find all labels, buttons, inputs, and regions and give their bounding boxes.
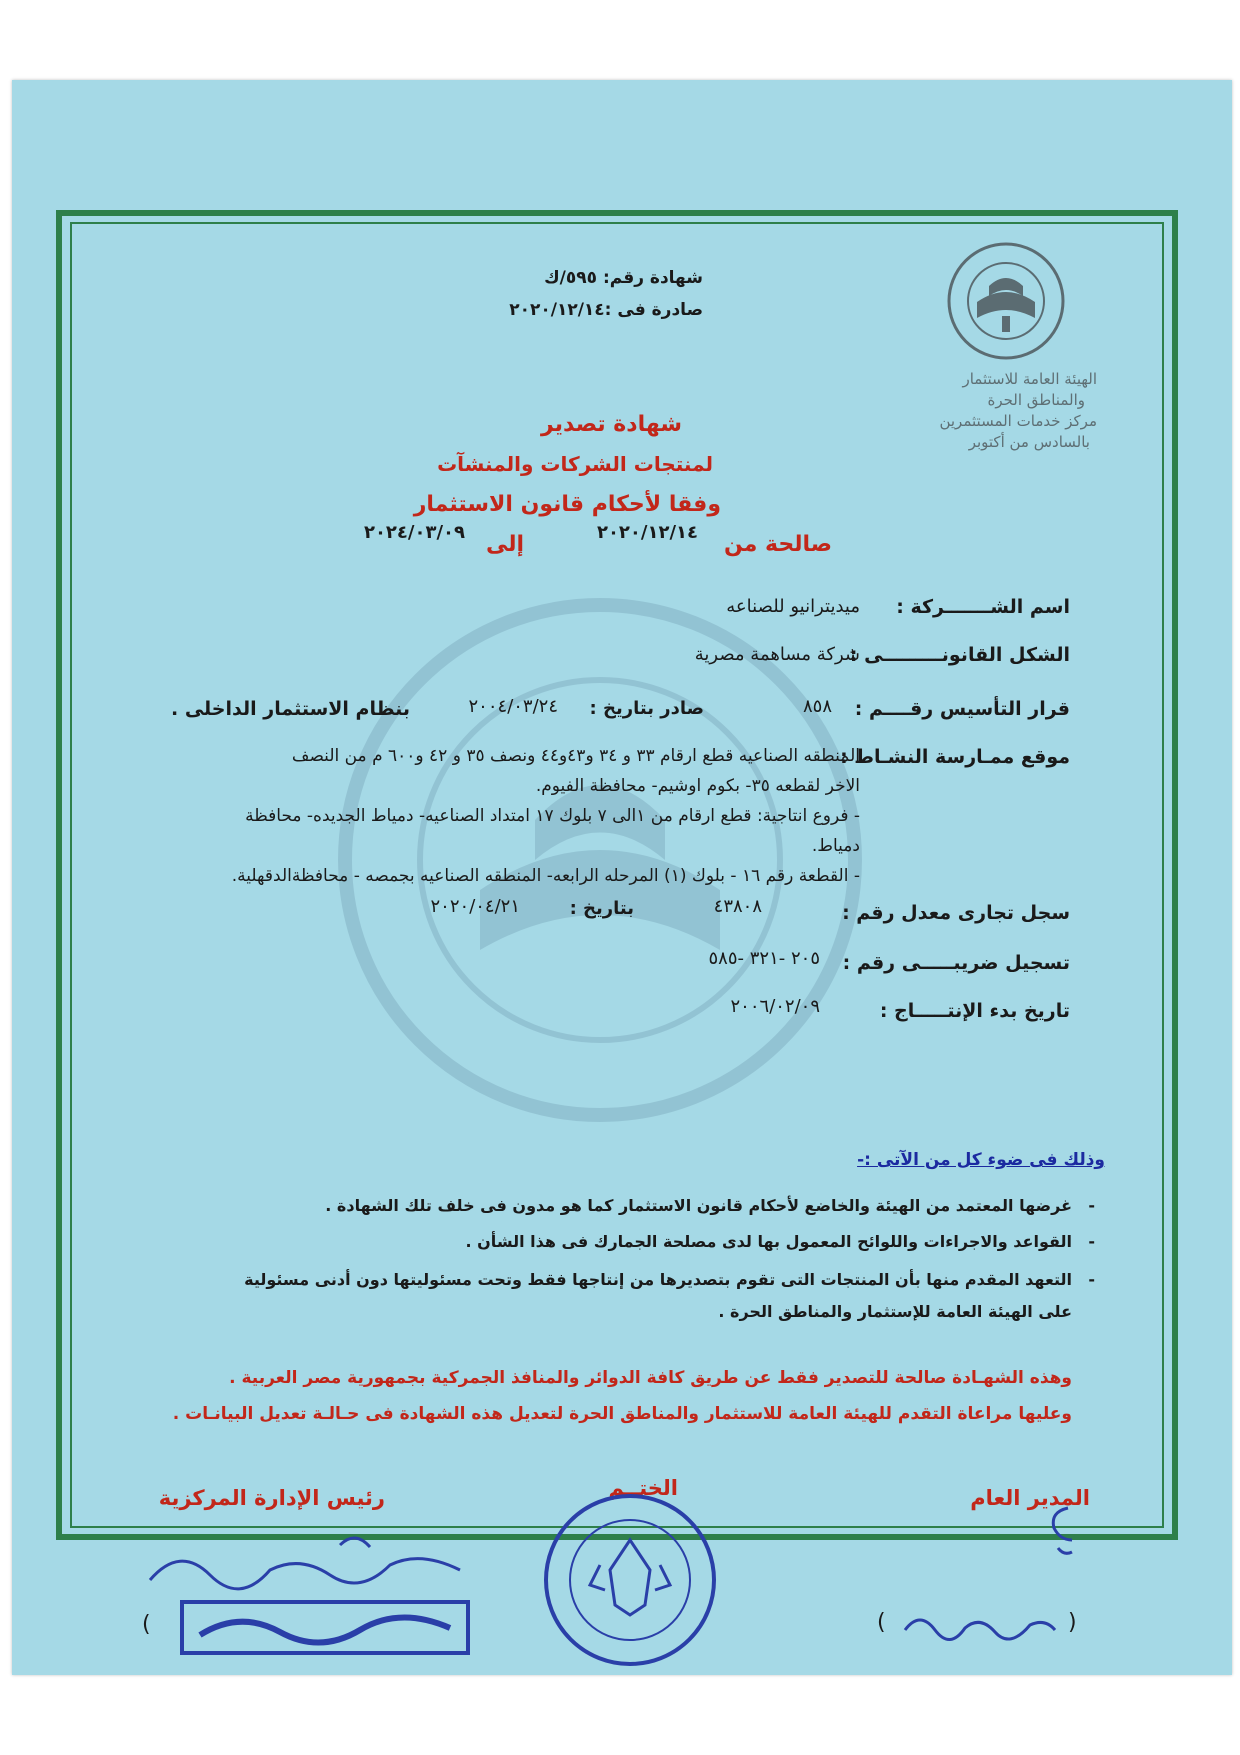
authority-center-name: مركز خدمات المستثمرين	[939, 412, 1097, 430]
gm-signature-icon	[900, 1600, 1060, 1650]
commercial-registry-number: ٤٣٨٠٨	[713, 896, 762, 917]
certificate-subtitle-1: لمنتجات الشركات والمنشآت	[437, 452, 713, 476]
certificate-title: شهادة تصدير	[541, 412, 682, 437]
head-signature-icon	[140, 1525, 480, 1605]
registry-date-label: بتاريخ :	[569, 898, 634, 919]
validity-from: ٢٠٢٠/١٢/١٤	[596, 522, 698, 543]
authority-name-line2: والمناطق الحرة	[987, 391, 1085, 409]
tax-registration-value: ٢٠٥ -٣٢١ -٥٨٥	[708, 948, 820, 969]
seal-label: الختــم	[608, 1476, 678, 1500]
founding-decree-label: قرار التأسيس رقــــم :	[854, 698, 1070, 720]
tax-registration-label: تسجيل ضريبـــــى رقم :	[842, 952, 1070, 974]
activity-site-branches: - فروع انتاجية: قطع ارقام من ١الى ٧ بلوك ١٧ امتداد الصناعيه- دمياط الجديده- محافظة	[245, 806, 860, 826]
condition-bullet-1: -	[1088, 1196, 1095, 1215]
validity-to: ٢٠٢٤/٠٣/٠٩	[363, 522, 465, 543]
condition-item-2: القواعد والاجراءات واللوائح المعمول بها لدى مصلحة الجمارك فى هذا الشأن .	[465, 1232, 1072, 1251]
validity-label: صالحة من	[723, 532, 832, 557]
condition-item-3: التعهد المقدم منها بأن المنتجات التى تقوم بتصديرها من إنتاجها فقط وتحت مسئوليتها دون أدنى مسئولية	[244, 1270, 1072, 1289]
head-bracket-open: )	[142, 1612, 151, 1637]
activity-site-line2: الاخر لقطعه ٣٥- بكوم اوشيم- محافظة الفيوم.	[535, 776, 860, 796]
gm-bracket-close: )	[877, 1610, 886, 1635]
condition-item-1: غرضها المعتمد من الهيئة والخاضع لأحكام قانون الاستثمار كما هو مدون فى خلف تلك الشهادة .	[325, 1196, 1072, 1215]
head-name-stamp-icon	[180, 1600, 470, 1655]
founding-decree-number: ٨٥٨	[802, 696, 832, 717]
activity-site-label: موقع ممـارسة النشـاط :	[840, 746, 1070, 768]
validity-to-label: إلى	[485, 532, 524, 557]
authority-logo-icon	[945, 240, 1067, 362]
activity-site-line1: المنطقه الصناعيه قطع ارقام ٣٣ و ٣٤ و٤٣و٤٤ ونصف ٣٥ و ٤٢ و٦٠٠ م من النصف	[291, 746, 860, 766]
conditions-heading: وذلك فى ضوء كل من الآتى :-	[857, 1150, 1105, 1170]
production-start-label: تاريخ بدء الإنتـــــاج :	[879, 1000, 1070, 1022]
legal-form-value: شركة مساهمة مصرية	[694, 644, 860, 665]
certificate-subtitle-2: وفقا لأحكام قانون الاستثمار	[413, 492, 721, 517]
gm-initial-mark-icon	[1040, 1500, 1080, 1560]
condition-bullet-3: -	[1088, 1270, 1095, 1289]
authority-name-line1: الهيئة العامة للاستثمار	[962, 370, 1097, 388]
legal-form-label: الشكل القانونـــــــــى :	[849, 644, 1070, 666]
registry-date: ٢٠٢٠/٠٤/٢١	[430, 896, 520, 917]
authority-center-location: بالسادس من أكتوبر	[968, 433, 1090, 451]
validity-note-1: وهذه الشهـادة صالحة للتصدير فقط عن طريق كافة الدوائر والمنافذ الجمركية بجمهورية مصر العربية .	[229, 1368, 1072, 1388]
central-admin-head-label: رئيس الإدارة المركزية	[158, 1486, 385, 1510]
company-name-label: اسم الشـــــــركة :	[896, 596, 1070, 618]
production-start-date: ٢٠٠٦/٠٢/٠٩	[730, 996, 820, 1017]
founding-date-label: صادر بتاريخ :	[589, 698, 704, 719]
certificate-number: شهادة رقم: ٥٩٥/ك	[544, 268, 703, 288]
authority-watermark-emblem	[330, 590, 870, 1130]
gm-bracket-open: (	[1068, 1610, 1077, 1635]
investment-system: بنظام الاستثمار الداخلى .	[171, 698, 410, 720]
activity-site-plot16: - القطعة رقم ١٦ - بلوك (١) المرحله الرابعه- المنطقه الصناعيه بجمصه - محافظةالدقهلية.	[231, 866, 860, 886]
commercial-registry-label: سجل تجارى معدل رقم :	[842, 902, 1070, 924]
validity-note-2: وعليها مراعاة التقدم للهيئة العامة للاستثمار والمناطق الحرة لتعديل هذه الشهادة فى حـالـة تعديل البيانـات .	[172, 1404, 1072, 1424]
official-seal-icon	[530, 1490, 730, 1670]
general-manager-label: المدير العام	[970, 1486, 1090, 1510]
condition-item-3-continued: على الهيئة العامة للإستثمار والمناطق الحرة .	[718, 1302, 1072, 1321]
founding-date: ٢٠٠٤/٠٣/٢٤	[468, 696, 558, 717]
condition-bullet-2: -	[1088, 1232, 1095, 1251]
activity-site-branches-cont: دمياط.	[811, 836, 860, 856]
issue-date: صادرة فى :٢٠٢٠/١٢/١٤	[509, 300, 703, 320]
company-name-value: ميديترانيو للصناعه	[726, 596, 860, 617]
